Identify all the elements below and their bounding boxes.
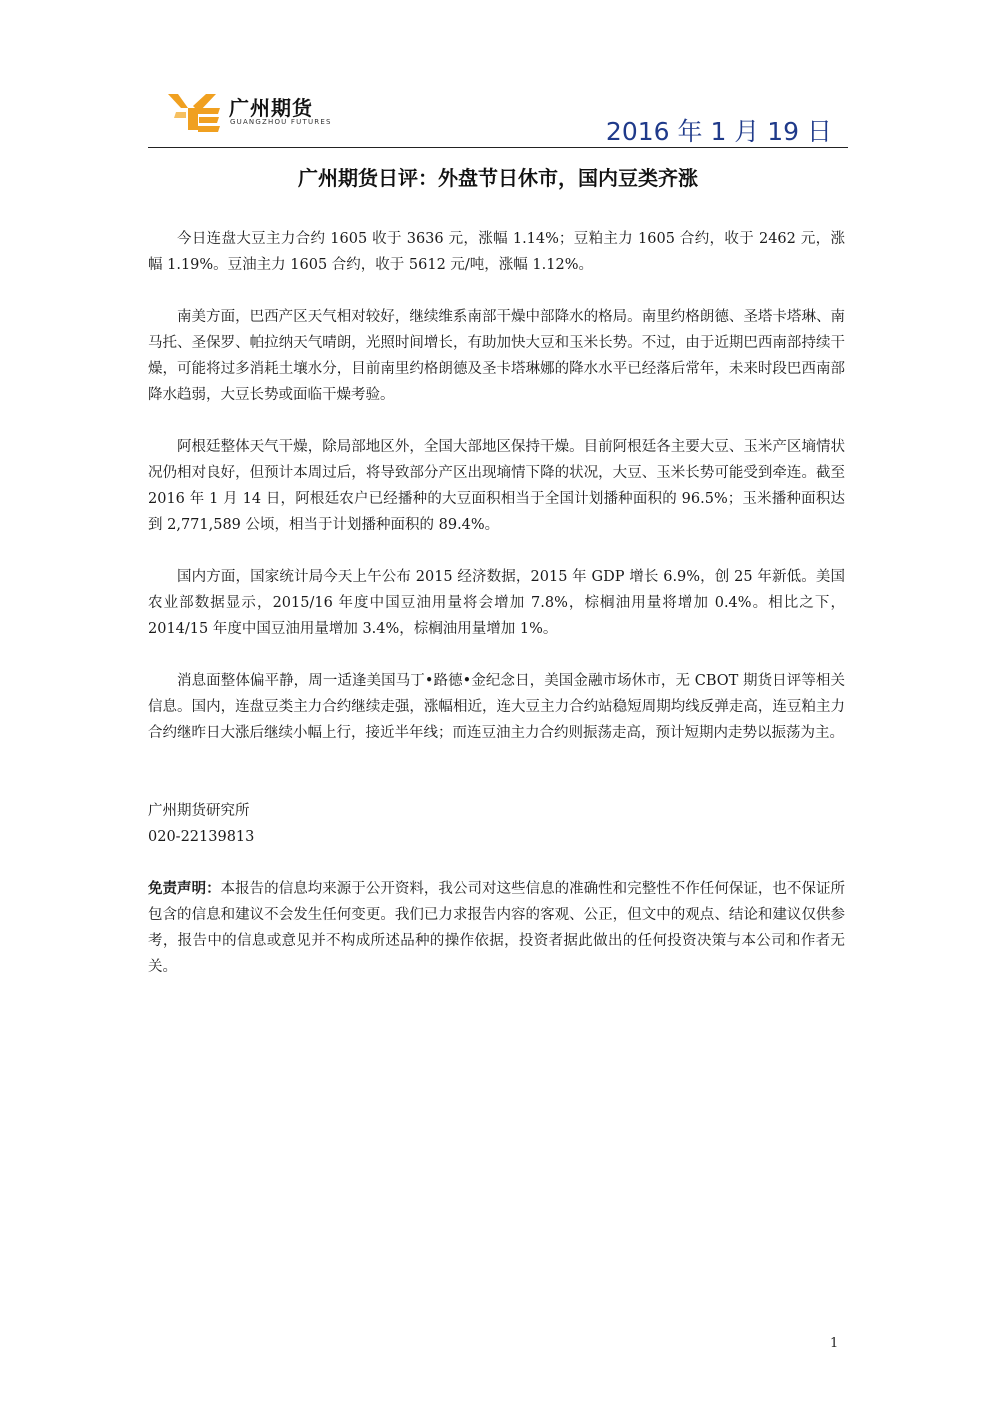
logo-english-name: GUANGZHOU FUTURES xyxy=(230,118,332,126)
paragraph-argentina: 阿根廷整体天气干燥，除局部地区外，全国大部地区保持干燥。目前阿根廷各主要大豆、玉米产区墒情状况仍相对良好，但预计本周过后，将导致部分产区出现墒情下降的状况，大豆、玉米长势可能受到牵连。截至 2016 年 1 月 14 日，阿根廷农户已经播种的大豆面积相当于全国计划播种面积的 96.5%；玉米播种面积达到 2,771,589 公顷，相当于计划播种面积的 89.4%。 xyxy=(148,439,845,533)
disclaimer xyxy=(148,876,845,980)
disclaimer-label: 免责声明： xyxy=(148,880,221,897)
report-date: 2016 年 1 月 19 日 xyxy=(605,117,832,146)
report-title: 广州期货日评：外盘节日休市，国内豆类齐涨 xyxy=(298,166,698,190)
header-divider xyxy=(148,147,848,148)
company-logo xyxy=(166,90,366,134)
paragraph-market-close: 今日连盘大豆主力合约 1605 收于 3636 元，涨幅 1.14%；豆粕主力 1605 合约，收于 2462 元，涨幅 1.19%。豆油主力 1605 合约，收于 5612 元/吨，涨幅 1.12%。 xyxy=(148,231,845,273)
disclaimer-text: 本报告的信息均来源于公开资料，我公司对这些信息的准确性和完整性不作任何保证，也不保证所包含的信息和建议不会发生任何变更。我们已力求报告内容的客观、公正，但文中的观点、结论和建议仅供参考，报告中的信息或意见并不构成所述品种的操作依据，投资者据此做出的任何投资决策与本公司和作者无关。 xyxy=(148,881,845,975)
signature-block xyxy=(148,798,845,850)
signature-org: 广州期货研究所 xyxy=(148,803,250,819)
page-number: 1 xyxy=(830,1336,839,1351)
paragraph-south-america: 南美方面，巴西产区天气相对较好，继续维系南部干燥中部降水的格局。南里约格朗德、圣塔卡塔琳、南马托、圣保罗、帕拉纳天气晴朗，光照时间增长，有助加快大豆和玉米长势。不过，由于近期巴西南部持续干燥，可能将过多消耗土壤水分，目前南里约格朗德及圣卡塔琳娜的降水水平已经落后常年，未来时段巴西南部降水趋弱，大豆长势或面临干燥考验。 xyxy=(148,309,845,403)
page-header xyxy=(148,84,848,148)
report-body xyxy=(148,226,845,980)
paragraph-domestic: 国内方面，国家统计局今天上午公布 2015 经济数据，2015 年 GDP 增长 6.9%，创 25 年新低。美国农业部数据显示，2015/16 年度中国豆油用量将会增加 7.8%，棕榈油用量将增加 0.4%。相比之下，2014/15 年度中国豆油用量增加 3.4%，棕榈油用量增加 1%。 xyxy=(148,569,845,637)
paragraph-outlook: 消息面整体偏平静，周一适逢美国马丁•路德•金纪念日，美国金融市场休市，无 CBOT 期货日评等相关信息。国内，连盘豆类主力合约继续走强，涨幅相近，连大豆主力合约站稳短周期均线反弹走高，连豆粕主力合约继昨日大涨后继续小幅上行，接近半年线；而连豆油主力合约则振荡走高，预计短期内走势以振荡为主。 xyxy=(148,673,845,741)
logo-chinese-name: 广州期货 xyxy=(229,96,313,120)
logo-mark-icon xyxy=(166,90,222,134)
signature-phone: 020-22139813 xyxy=(148,829,255,845)
